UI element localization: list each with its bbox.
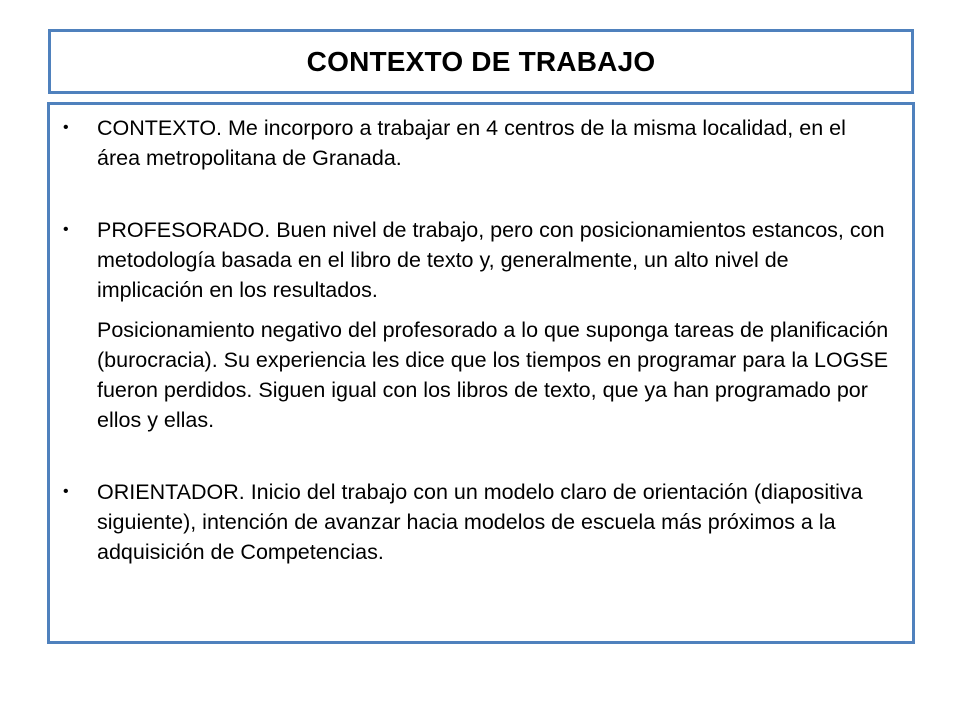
bullet-item-orientador	[50, 477, 912, 567]
slide-title-box	[48, 29, 914, 94]
bullet-text-orientador: ORIENTADOR. Inicio del trabajo con un modelo claro de orientación (diapositiva siguiente), intención de avanzar hacia modelos de escuela más próximos a la adquisición de Competencias.	[97, 480, 863, 564]
bullet-text-profesorado: PROFESORADO. Buen nivel de trabajo, pero con posicionamientos estancos, con metodología basada en el libro de texto y, generalmente, un alto nivel de implicación en los resultados.	[97, 218, 885, 302]
bullet-text-contexto: CONTEXTO. Me incorporo a trabajar en 4 centros de la misma localidad, en el área metropolitana de Granada.	[97, 116, 846, 170]
bullet-icon: •	[63, 221, 69, 238]
bullet-icon: •	[63, 483, 69, 500]
content-box	[47, 102, 915, 644]
bullet-icon: •	[63, 119, 69, 136]
continuation-text-profesorado: Posicionamiento negativo del profesorado a lo que suponga tareas de planificación (burocracia). Su experiencia les dice que los tiempos en programar para la LOGSE fueron perdidos. Siguen igual con los libros de texto, que ya han programado por ellos y ellas.	[97, 318, 889, 432]
bullet-list	[50, 113, 912, 567]
bullet-item-contexto	[50, 113, 912, 173]
bullet-item-profesorado	[50, 215, 912, 305]
slide-title: CONTEXTO DE TRABAJO	[306, 45, 656, 77]
bullet-continuation-profesorado	[50, 315, 912, 435]
